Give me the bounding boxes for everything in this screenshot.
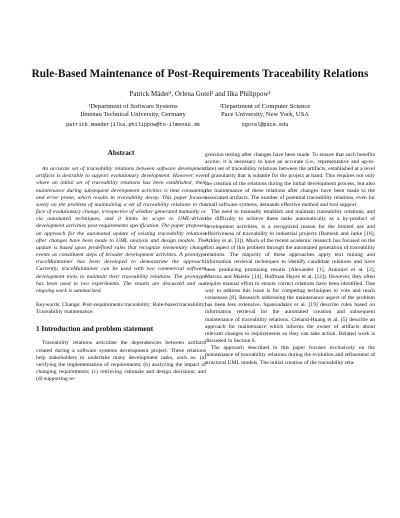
- right-column: [205, 152, 375, 367]
- affiliation-1: [58, 103, 208, 129]
- abstract-text: An accurate set of traceability relations between software development artifacts is desirable to support evolutionary development. However, even where an initial set of traceability relations has been established, their maintenance during subsequent development activities is time consuming and error prone, which results in traceability decay. This paper focuses solely on the problem of maintaining a set of traceability relations in the face of evolutionary change, irrespective of whether generated manually or via automated techniques, and it limits its scope to UML-driven development activities post-requirements specification. The paper proposes an approach for the automated update of existing traceability relations after changes have been made to UML analysis and design models. The update is based upon predefined rules that recognize elementary change events as constituent steps of broader development activities. A prototype traceMaintainer has been developed to demonstrate the approach. Currently, traceMaintainer can be used with two commercial software development tools to maintain their traceability relations. The prototype has been used in two experiments. The results are discussed and our ongoing work is summarized.: [36, 166, 206, 294]
- intro-paragraph-1: Traceability relations articulate the dependencies between artifacts created during a software systems development project. These relations help stakeholders to undertake many development tasks, such as: (a) verifying the implementation of requirements; (b) analyzing the impact of changing requirements; (c) retrieving rationale and design decisions; and (d) supporting re-: [36, 340, 206, 383]
- affiliation-2: [190, 103, 340, 129]
- affiliation-1-name: ¹Department of Software Systems: [88, 103, 178, 110]
- affiliation-1-email: patrick.maeder|ilka.philippow@tu-ilmenau.de: [66, 121, 200, 128]
- affiliation-2-name: ²Department of Computer Science: [219, 103, 311, 110]
- abstract-heading: Abstract: [107, 149, 135, 157]
- affiliation-2-institution: Pace University, New York, USA: [220, 111, 310, 119]
- left-column: [36, 150, 206, 383]
- abstract: [36, 166, 206, 295]
- affiliation-2-email: ogotel@pace.edu: [241, 121, 289, 128]
- affiliation-1-institution: Ilmenau Technical University, Germany: [80, 111, 186, 119]
- paper-authors: Patrick Mäder¹, Orlena Gotel² and Ilka Philippow¹: [129, 90, 271, 98]
- keywords: Keywords: Change; Post-requirements traceability; Rule-based traceability; Traceability maintenance.: [36, 301, 206, 316]
- intro-body: [36, 340, 206, 383]
- paper-title: Rule-Based Maintenance of Post-Requirements Traceability Relations: [31, 68, 369, 80]
- right-paragraph-1: gression testing after changes have been made. To ensure that such benefits accrue, it is necessary to have an accurate (i.e., representative and up-to-date) set of traceability relations between the artifacts, established at a level of granularity that is suitable for the project at hand. This requires not only the creation of the relations during the initial development process, but also the maintenance of these relations after changes have been made to the associated artifacts. The number of potential traceability relations, even for small software systems, demands effective method and tool support.: [205, 152, 375, 209]
- section-heading: 1 Introduction and problem statement: [36, 325, 154, 334]
- right-paragraph-2: The need to manually establish and maintain traceability relations, and the difficulty to achieve these tasks automatically as a by-product of development activities, is a recognized reason for the limited use and effectiveness of traceability in industrial projects (Ramesh and Jarke [16], Arkley et al. [3]). Much of the recent academic research has focused on the first aspect of this problem through the automated generation of traceability relations. The majority of these approaches apply text mining and information retrieval techniques to identify candidate relations and have been producing promising results (Alexander [1], Antoniol et al. [2], Marcus and Maletic [14], Huffman Hayes et al. [12]). However, they often require manual effort to ensure correct relations have been identified. One way to address this issue is for competing techniques to vote and reach consensus [8]. Research addressing the maintenance aspect of the problem has been less extensive. Spanoudakis et al. [19] describe rules based on information retrieval for the automated creation and subsequent maintenance of traceability relations. Cleland-Huang et al. [5] describe an approach for maintenance which informs the owner of artifacts about relevant changes to requirements so they can take action. Related work is discussed in Section 6.: [205, 209, 375, 345]
- right-paragraph-3: The approach described in this paper focuses exclusively on the maintenance of traceability relations during the evolution and refinement of structural UML models. The initial creation of the traceability rela-: [205, 345, 375, 366]
